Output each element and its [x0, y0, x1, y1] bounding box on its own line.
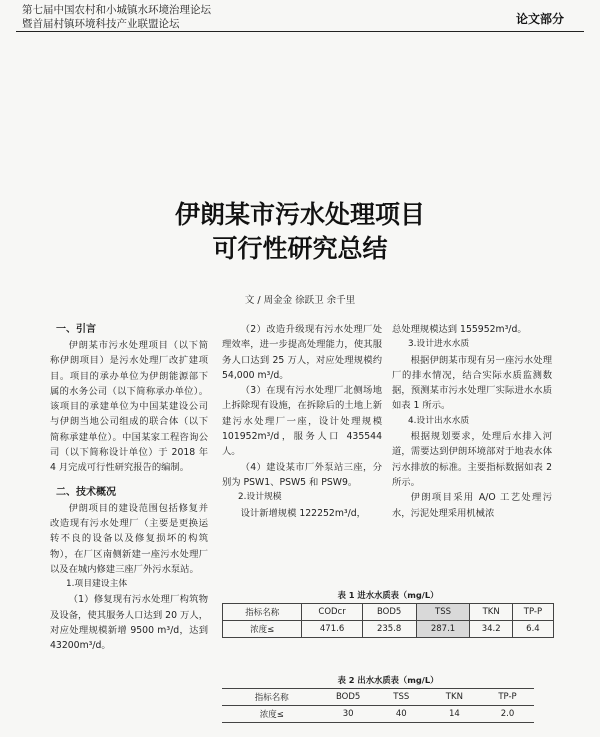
table-header-cell: 指标名称	[223, 604, 302, 621]
table-header-cell: TSS	[375, 689, 428, 706]
table-cell: 6.4	[512, 621, 553, 638]
column-3	[392, 322, 552, 521]
table-header-cell: TKN	[428, 689, 481, 706]
title-line-2: 可行性研究总结	[212, 234, 388, 263]
table-2-caption: 表 2 出水水质表（mg/L）	[337, 675, 439, 685]
table-spacer	[534, 689, 554, 706]
paragraph: 总处理规模达到 155952m³/d。	[392, 324, 527, 335]
paragraph: （2）改造升级现有污水处理厂处理效率，进一步提高处理能力，使其服务人口达到 25 万人，对应处理规模约 54,000 m³/d。	[222, 324, 382, 381]
table-header-row	[223, 604, 554, 621]
table-cell: 14	[428, 706, 481, 723]
column-2	[222, 322, 382, 521]
paragraph: （3）在现有污水处理厂北侧场地上拆除现有设施，在拆除后的土地上新建污水处理厂一座，设计处理规模 101952m³/d，服务人口 435544 人。	[222, 385, 382, 458]
table-1	[222, 603, 554, 638]
article-title	[0, 198, 600, 266]
paragraph: （4）建设某市厂外泵站三座，分别为 PSW1、PSW5 和 PSW9。	[222, 461, 382, 488]
table-cell: 30	[322, 706, 375, 723]
column-1	[50, 322, 208, 654]
paragraph: （1）修复现有污水处理厂构筑物及设备，使其服务人口达到 20 万人，对应处理规模新增 9500 m³/d，达到 43200m³/d。	[50, 594, 208, 652]
section-heading-intro: 一、引言	[56, 324, 96, 335]
table-1-caption: 表 1 进水水质表（mg/L）	[337, 590, 439, 600]
table-cell: 40	[375, 706, 428, 723]
table-cell: 235.8	[362, 621, 416, 638]
section-heading-tech: 二、技术概况	[56, 486, 116, 498]
table-header-cell: TP-P	[481, 689, 534, 706]
table-header-cell: CODcr	[302, 604, 362, 621]
table-cell: 34.2	[470, 621, 512, 638]
table-header-cell: TSS	[416, 604, 470, 621]
authors: 文 / 周金金 徐跃卫 余千里	[244, 295, 356, 306]
table-row	[222, 706, 554, 723]
running-header	[22, 3, 211, 31]
table-cell: 2.0	[481, 706, 534, 723]
paragraph: 根据伊朗某市现有另一座污水处理厂的排水情况，结合实际水质监测数据，预测某市污水处理厂实际进水水质如表 1 所示。	[392, 354, 552, 412]
table-header-cell: TKN	[470, 604, 512, 621]
table-header-cell: TP-P	[512, 604, 553, 621]
header-rule	[16, 31, 584, 32]
paragraph: 伊朗项目的建设范围包括修复并改造现有污水处理厂（主要是更换运转不良的设备以及修复损坏的构筑物），在厂区南侧新建一座污水处理厂以及在城内修建三座厂外污水泵站。	[50, 502, 208, 575]
paragraph: 伊朗项目采用 A/O 工艺处理污水，污泥处理采用机械浓	[392, 492, 552, 519]
table-row-label: 浓度≤	[222, 706, 322, 723]
table-header-cell: BOD5	[322, 689, 375, 706]
table-cell: 471.6	[302, 621, 362, 638]
paragraph: 伊朗某市污水处理项目（以下简称伊朗项目）是污水处理厂改扩建项目。项目的承办单位为伊朗能源部下属的水务公司（以下简称承办单位）。该项目的承建单位为中国某建设公司与伊朗当地公司组成的联合体（以下简称承建单位）。中国某家工程咨询公司（以下简称设计单位）于 2018 年 4 月完成可行性研究报告的编制。	[50, 340, 208, 474]
table-spacer	[534, 706, 554, 723]
title-line-1: 伊朗某市污水处理项目	[174, 200, 425, 229]
table-header-row	[222, 689, 554, 706]
header-line-2: 暨首届村镇环境科技产业联盟论坛	[22, 18, 180, 30]
paragraph: 设计新增规模 122252m³/d，	[240, 507, 366, 519]
subheading: 1.项目建设主体	[66, 579, 128, 590]
subheading: 2.设计规模	[238, 492, 282, 503]
table-cell: 287.1	[416, 621, 470, 638]
table-2	[222, 688, 554, 723]
paragraph: 根据规划要求，处理后水排入河道，需要达到伊朗环境部对于地表水体污水排放的标准。主要指标数据如表 2 所示。	[392, 431, 552, 488]
table-header-cell: BOD5	[362, 604, 416, 621]
table-header-cell: 指标名称	[222, 689, 322, 706]
subheading: 4.设计出水水质	[408, 415, 470, 426]
section-label: 论文部分	[515, 12, 564, 26]
table-row-label: 浓度≤	[223, 621, 302, 638]
subheading: 3.设计进水水质	[408, 339, 470, 350]
table-row	[223, 621, 554, 638]
header-line-1: 第七届中国农村和小城镇水环境治理论坛	[22, 4, 211, 16]
